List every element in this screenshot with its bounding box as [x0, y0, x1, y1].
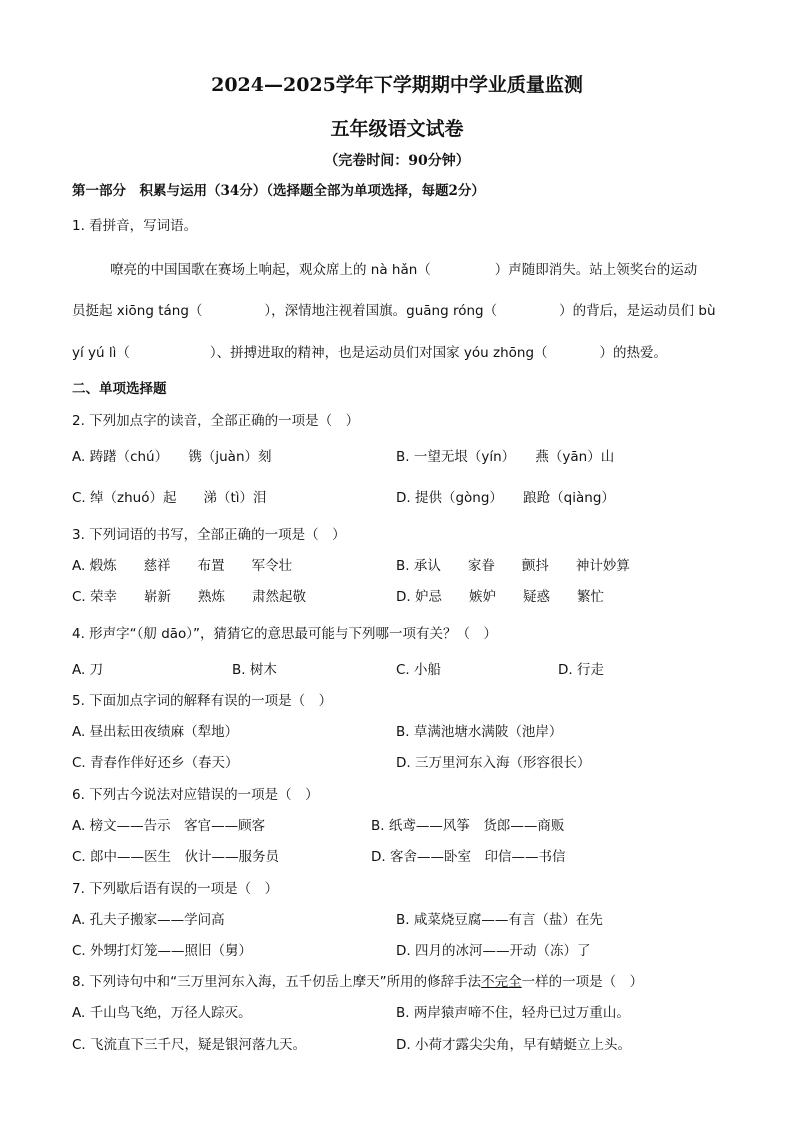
exam-time: （完卷时间：90分钟） — [324, 153, 470, 169]
q3-option-a[interactable]: A. 煅炼 慈祥 布置 军令壮 — [72, 558, 293, 574]
q8-stem-a: 8. 下列诗句中和“三万里河东入海，五千仞岳上摩天”所用的修辞手法 — [72, 974, 482, 990]
q5-option-c[interactable]: C. 青春作伴好还乡（春天） — [72, 755, 239, 771]
q1-line3-a: yí yú lì（ — [72, 345, 130, 361]
q8-option-b[interactable]: B. 两岸猿声啼不住，轻舟已过万重山。 — [396, 1005, 630, 1021]
exam-title: 2024—2025学年下学期期中学业质量监测 — [211, 74, 583, 96]
q1-line3 — [72, 344, 667, 362]
q8-stem-underlined: 不完全 — [481, 974, 522, 990]
q1-line1-b: ）声随即消失。站上领奖台的运动 — [494, 262, 698, 278]
q3-option-c[interactable]: C. 荣幸 崭新 熟炼 肃然起敬 — [72, 589, 307, 605]
q6-option-a[interactable]: A. 榜文——告示 客官——顾客 — [72, 818, 266, 834]
q6-stem: 6. 下列古今说法对应错误的一项是（ ） — [72, 787, 319, 803]
q3-option-b[interactable]: B. 承认 家眷 颤抖 神计妙算 — [396, 558, 630, 574]
q7-stem: 7. 下列歇后语有误的一项是（ ） — [72, 881, 279, 897]
q7-option-c[interactable]: C. 外甥打灯笼——照旧（舅） — [72, 943, 253, 959]
q1-line3-c: ）的热爱。 — [599, 345, 668, 361]
q4-option-b[interactable]: B. 树木 — [232, 662, 277, 678]
q2-stem: 2. 下列加点字的读音，全部正确的一项是（ ） — [72, 413, 360, 429]
q8-option-a[interactable]: A. 千山鸟飞绝，万径人踪灭。 — [72, 1005, 252, 1021]
q7-option-d[interactable]: D. 四月的冰河——开动（冻）了 — [396, 943, 591, 959]
q4-option-a[interactable]: A. 刀 — [72, 662, 104, 678]
q2-option-d[interactable]: D. 提供（gòng） 踉跄（qiàng） — [396, 490, 615, 506]
q6-option-d[interactable]: D. 客舍——卧室 印信——书信 — [371, 849, 566, 865]
q3-stem: 3. 下列词语的书写，全部正确的一项是（ ） — [72, 527, 346, 543]
q1-line1-a: 嘹亮的中国国歌在赛场上响起，观众席上的 nà hǎn（ — [110, 262, 431, 278]
q1-line2-a: 员挺起 xiōng táng（ — [72, 303, 203, 319]
q7-option-a[interactable]: A. 孔夫子搬家——学问高 — [72, 912, 225, 928]
q8-stem — [72, 973, 643, 991]
part2-heading: 二、单项选择题 — [72, 381, 167, 397]
exam-subject: 五年级语文试卷 — [330, 118, 464, 140]
q5-option-b[interactable]: B. 草满池塘水满陂（池岸） — [396, 724, 563, 740]
q6-option-b[interactable]: B. 纸鸢——风筝 货郎——商贩 — [371, 818, 565, 834]
q8-option-d[interactable]: D. 小荷才露尖尖角，早有蜻蜓立上头。 — [396, 1037, 631, 1053]
q8-option-c[interactable]: C. 飞流直下三千尺，疑是银河落九天。 — [72, 1037, 307, 1053]
q8-stem-b: 一样的一项是（ ） — [521, 974, 644, 990]
q5-stem: 5. 下面加点字词的解释有误的一项是（ ） — [72, 693, 333, 709]
q1-line3-b: ）、拼搏进取的精神，也是运动员们对国家 yóu zhōng（ — [209, 345, 548, 361]
q4-stem: 4. 形声字“（舠 dāo）”，猜猜它的意思最可能与下列哪一项有关？（ ） — [72, 626, 498, 642]
part1-heading: 第一部分 积累与运用（34分）（选择题全部为单项选择，每题2分） — [72, 183, 485, 199]
q1-line2 — [72, 302, 716, 320]
q5-option-d[interactable]: D. 三万里河东入海（形容很长） — [396, 755, 591, 771]
q2-option-b[interactable]: B. 一望无垠（yín） 燕（yān）山 — [396, 449, 615, 465]
q1-stem: 1. 看拼音，写词语。 — [72, 218, 198, 234]
q1-line2-c: ）的背后，是运动员们 bù — [559, 303, 716, 319]
q6-option-c[interactable]: C. 郎中——医生 伙计——服务员 — [72, 849, 280, 865]
q2-option-c[interactable]: C. 绰（zhuó）起 涕（tì）泪 — [72, 490, 267, 506]
q5-option-a[interactable]: A. 昼出耘田夜绩麻（犁地） — [72, 724, 239, 740]
q2-option-a[interactable]: A. 踌躇（chú） 镌（juàn）刻 — [72, 449, 272, 465]
q7-option-b[interactable]: B. 咸菜烧豆腐——有言（盐）在先 — [396, 912, 603, 928]
q4-option-c[interactable]: C. 小船 — [396, 662, 442, 678]
q4-option-d[interactable]: D. 行走 — [558, 662, 604, 678]
q1-line2-b: ），深情地注视着国旗。guāng róng（ — [264, 303, 498, 319]
q1-line1 — [110, 261, 697, 279]
q3-option-d[interactable]: D. 妒忌 嫉妒 疑惑 繁忙 — [396, 589, 604, 605]
